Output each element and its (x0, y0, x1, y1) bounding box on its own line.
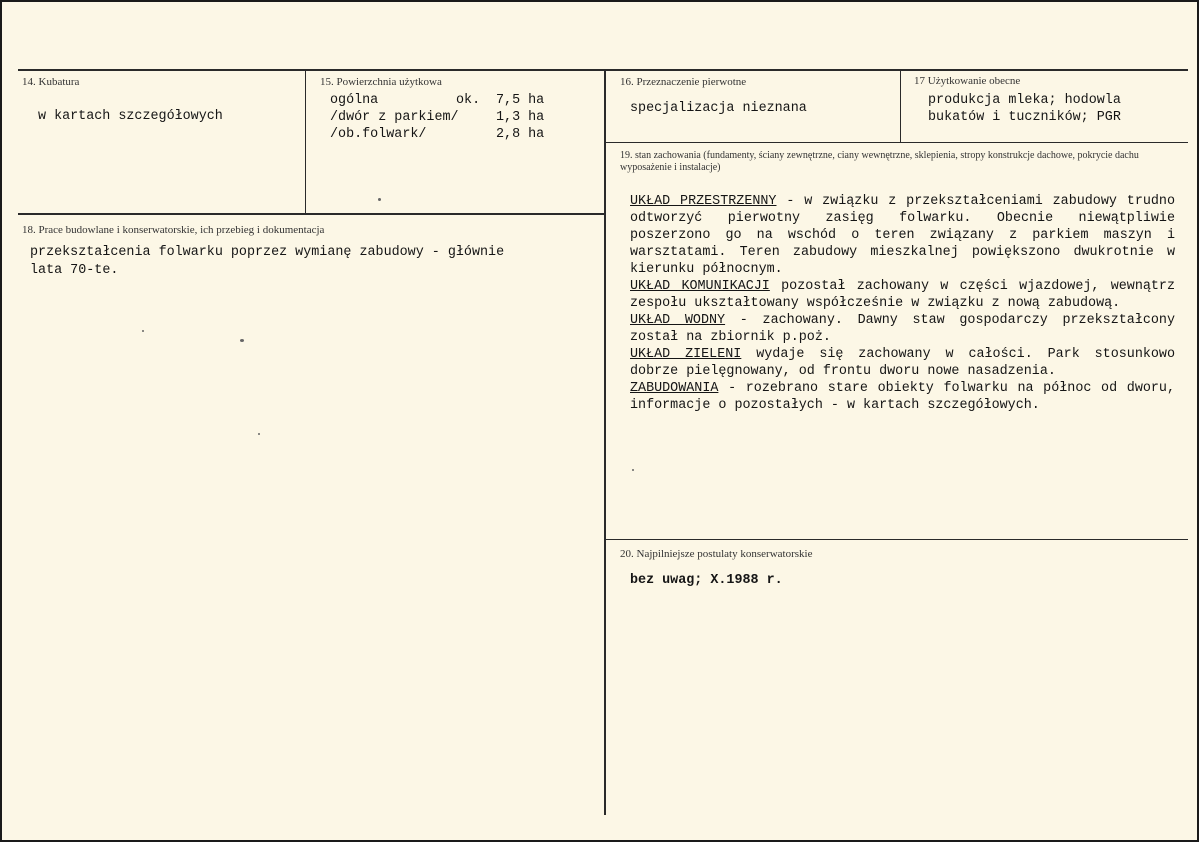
field-17-line-2: bukatów i tuczników; PGR (928, 110, 1121, 125)
field-15-row-3-value: 2,8 ha (496, 127, 545, 142)
field-18-label: 18. Prace budowlane i konserwatorskie, ich przebieg i dokumentacja (22, 224, 325, 236)
section-buildings-heading: ZABUDOWANIA (630, 381, 719, 396)
rule-under-16-17 (606, 142, 1188, 143)
section-spatial-heading: UKŁAD PRZESTRZENNY (630, 194, 777, 209)
paper-speck (378, 198, 381, 201)
field-20-value: bez uwag; X.1988 r. (630, 573, 783, 588)
field-15-row-1-value: 7,5 ha (496, 93, 545, 108)
field-14-label: 14. Kubatura (22, 76, 80, 88)
section-water-text: - zachowany. Dawny staw gospodarczy przekształcony został na zbiornik p.poż. (630, 313, 1175, 345)
field-14-value: w kartach szczegółowych (38, 109, 223, 124)
field-15-row-1-prefix: ok. (456, 93, 481, 108)
field-15-row-3-name: /ob.folwark/ (330, 127, 427, 142)
field-16-value: specjalizacja nieznana (630, 101, 807, 116)
field-15-row-2-name: /dwór z parkiem/ (330, 110, 459, 125)
paper-speck (240, 339, 244, 342)
paper-speck (632, 469, 634, 471)
paper-speck (258, 433, 260, 435)
field-18-line-2: lata 70-te. (30, 263, 119, 278)
center-divider (604, 70, 606, 815)
top-rule (18, 69, 1188, 71)
section-communication-heading: UKŁAD KOMUNIKACJI (630, 279, 770, 294)
paper-speck (142, 330, 144, 332)
section-greenery-heading: UKŁAD ZIELENI (630, 347, 742, 362)
rule-under-14-15 (18, 213, 604, 215)
divider-16-17 (900, 70, 901, 142)
section-spatial-text: - w związku z przekształceniami zabudowy trudno odtworzyć pierwotny zasięg folwarku. Obecnie niewątpliwie poszerzono go na wschód o teren związany z parkiem maszyn i warsztatami. Teren zabudowy mieszkalnej powiększono dwukrotnie w kierunku północnym. (630, 194, 1175, 277)
section-greenery-text: wydaje się zachowany w całości. Park stosunkowo dobrze pielęgnowany, od frontu dworu nowe nasadzenia. (630, 347, 1176, 379)
field-19-label: 19. stan zachowania (fundamenty, ściany zewnętrzne, ciany wewnętrzne, sklepienia, stropy konstrukcje dachowe, pokrycie dachu wyposażenie i instalacje) (620, 150, 1139, 173)
field-19-body (630, 193, 1175, 414)
section-buildings-text: - rozebrano stare obiekty folwarku na północ od dworu, informacje o pozostałych - w kartach szczegółowych. (630, 381, 1175, 413)
section-water-heading: UKŁAD WODNY (630, 313, 726, 328)
field-17-line-1: produkcja mleka; hodowla (928, 93, 1121, 108)
field-15-row-2-value: 1,3 ha (496, 110, 545, 125)
field-17-label: 17 Użytkowanie obecne (914, 75, 1021, 87)
field-16-label: 16. Przeznaczenie pierwotne (620, 76, 747, 88)
field-20-label: 20. Najpilniejsze postulaty konserwatorskie (620, 548, 813, 560)
rule-under-19 (606, 539, 1188, 540)
field-15-row-1-name: ogólna (330, 93, 379, 108)
field-18-line-1: przekształcenia folwarku poprzez wymianę zabudowy - głównie (30, 245, 505, 260)
section-communication-text: pozostał zachowany w części wjazdowej, wewnątrz zespołu ukształtowany współcześnie w związku z nową zabudową. (630, 279, 1176, 311)
divider-14-15 (305, 70, 306, 214)
field-15-label: 15. Powierzchnia użytkowa (320, 76, 442, 88)
